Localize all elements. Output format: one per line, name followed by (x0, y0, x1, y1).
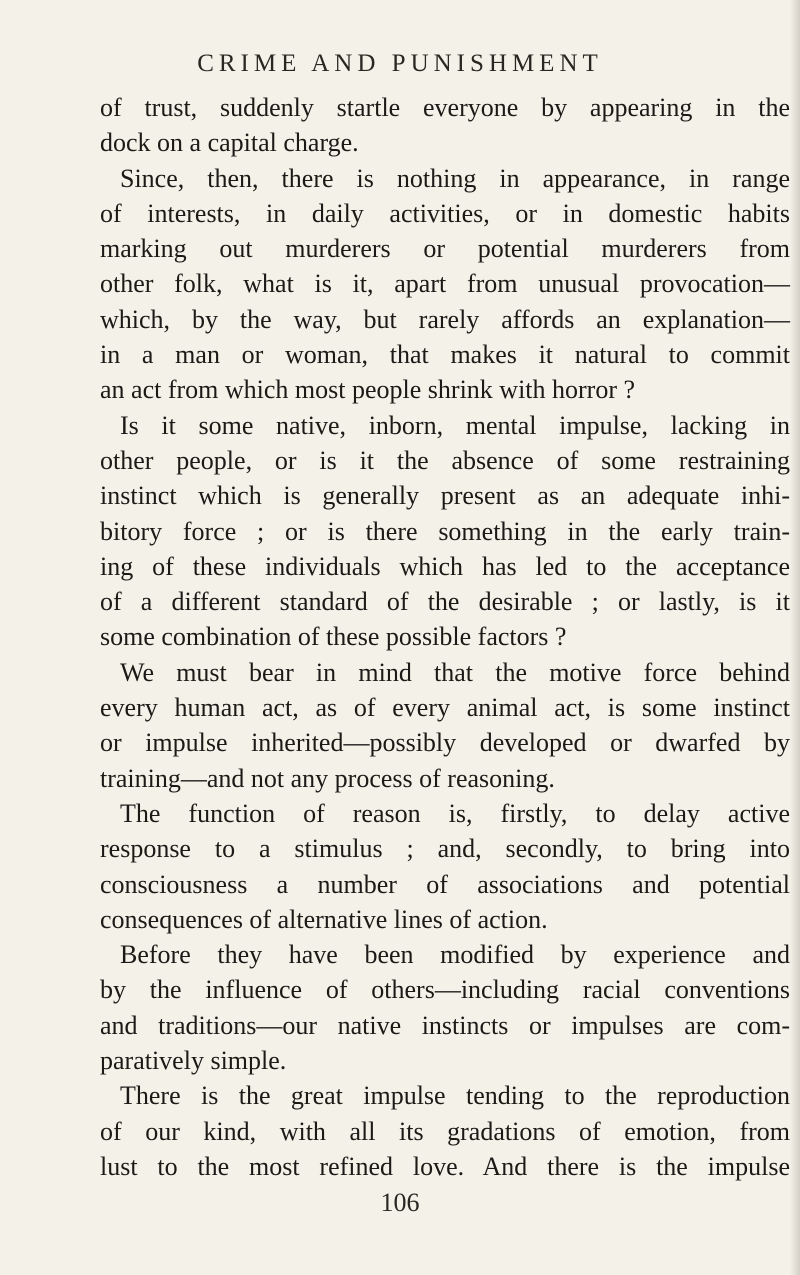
text-line: in a man or woman, that makes it natural to commit (100, 340, 790, 370)
body-text (100, 90, 790, 1184)
text-line: other folk, what is it, apart from unusual provocation— (100, 269, 790, 299)
text-line: paratively simple. (100, 1046, 287, 1076)
text-line: or impulse inherited—possibly developed or dwarfed by (100, 728, 790, 758)
running-head: CRIME AND PUNISHMENT (197, 50, 603, 77)
text-line: response to a stimulus ; and, secondly, to bring into (100, 834, 790, 864)
text-line: Before they have been modified by experience and (120, 940, 790, 970)
text-line: lust to the most refined love. And there is the impulse (100, 1151, 790, 1181)
text-line: Since, then, there is nothing in appearance, in range (120, 163, 790, 193)
text-line: instinct which is generally present as an adequate inhi- (100, 481, 790, 511)
text-line: There is the great impulse tending to the reproduction (120, 1081, 790, 1111)
text-line: an act from which most people shrink with horror ? (100, 375, 636, 405)
text-line: which, by the way, but rarely affords an explanation— (100, 304, 790, 334)
text-line: other people, or is it the absence of some restraining (100, 445, 790, 475)
text-line: bitory force ; or is there something in the early train- (100, 516, 790, 546)
text-line: of a different standard of the desirable ; or lastly, is it (100, 587, 790, 617)
text-line: dock on a capital charge. (100, 128, 359, 158)
text-line: marking out murderers or potential murderers from (100, 234, 790, 264)
page-edge-shadow (790, 0, 800, 1275)
text-line: by the influence of others—including racial conventions (100, 975, 790, 1005)
text-line: some combination of these possible factors ? (100, 622, 567, 652)
text-line: every human act, as of every animal act, is some instinct (100, 693, 790, 723)
page-number: 106 (380, 1188, 420, 1218)
text-line: of trust, suddenly startle everyone by appearing in the (100, 93, 790, 122)
text-line: The function of reason is, firstly, to delay active (120, 798, 790, 828)
text-line: training—and not any process of reasoning. (100, 763, 555, 793)
text-line: consciousness a number of associations and potential (100, 869, 790, 899)
text-line: We must bear in mind that the motive force behind (120, 657, 790, 687)
text-line: and traditions—our native instincts or impulses are com- (100, 1010, 790, 1040)
text-line: Is it some native, inborn, mental impulse, lacking in (120, 410, 790, 440)
text-line: of our kind, with all its gradations of emotion, from (100, 1116, 790, 1146)
text-line: consequences of alternative lines of action. (100, 904, 548, 934)
text-line: of interests, in daily activities, or in domestic habits (100, 198, 790, 228)
text-line: ing of these individuals which has led to the acceptance (100, 551, 790, 581)
